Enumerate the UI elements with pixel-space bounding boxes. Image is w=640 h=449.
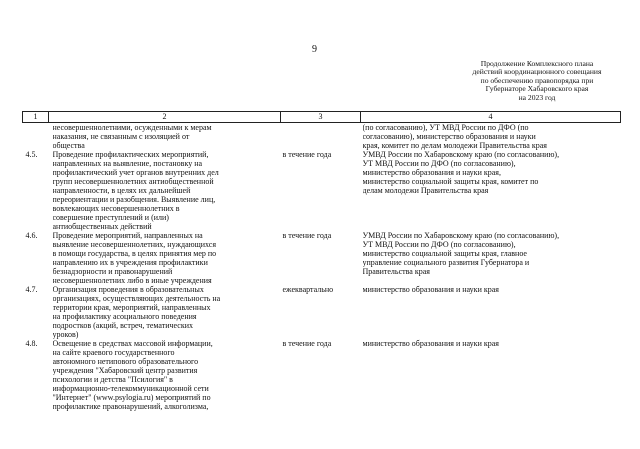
activity-description <box>49 150 281 231</box>
executor-line: УТ МВД России по ДФО (по согласованию), <box>362 240 516 249</box>
execution-term: в течение года <box>282 150 332 159</box>
activity-line: уроков) <box>52 330 79 339</box>
column-term-header: 3 <box>281 112 361 123</box>
activity-line: Освещение в средствах массовой информации, <box>52 339 213 348</box>
execution-term: в течение года <box>282 231 332 240</box>
activity-line: несовершеннолетних либо в иные учреждения <box>52 276 212 285</box>
item-number: 4.6. <box>25 231 38 240</box>
executor-line: (по согласованию), УТ МВД России по ДФО (по <box>362 123 529 132</box>
activity-line: учреждения "Хабаровский центр развития <box>52 366 198 375</box>
responsible-executors <box>361 231 621 285</box>
continuation-line: Продолжение Комплексного плана <box>480 59 594 68</box>
responsible-executors <box>361 123 621 151</box>
activity-line: информационно-телекоммуникационной сети <box>52 384 209 393</box>
executor-line: УТ МВД России по ДФО (по согласованию), <box>362 159 516 168</box>
activity-line: Организация проведения в образовательных <box>52 285 204 294</box>
activity-line: автономного нетипового образовательного <box>52 357 199 366</box>
executor-line: УМВД России по Хабаровскому краю (по согласованию), <box>362 231 560 240</box>
item-number: 4.5. <box>25 150 38 159</box>
continuation-line: действий координационного совещания <box>472 67 602 77</box>
table-row <box>23 150 621 231</box>
activity-line: совершение преступлений и (или) <box>52 213 169 222</box>
column-number-header: 1 <box>23 112 49 123</box>
executor-line: согласованию), министерство образования и науки <box>362 132 536 141</box>
table-row <box>23 285 621 339</box>
table-row <box>23 231 621 285</box>
activity-description <box>49 123 281 151</box>
activity-line: групп несовершеннолетних антиобщественной <box>52 177 214 186</box>
table-body <box>23 123 621 412</box>
activity-line: на сайте краевого государственного <box>52 348 175 357</box>
responsible-executors <box>361 339 621 411</box>
continuation-line: по обеспечению правопорядка при <box>480 75 594 85</box>
activity-line: профилактике правонарушений, алкоголизма, <box>52 402 209 411</box>
plan-table <box>22 111 621 411</box>
activity-line: направленности, в целях их дальнейшей <box>52 186 191 195</box>
activity-line: подростков (акций, встреч, тематических <box>52 321 193 330</box>
executor-line: УМВД России по Хабаровскому краю (по согласованию), <box>362 150 560 159</box>
item-number <box>23 123 49 151</box>
executor-line: министерство социальной защиты края, комитет по <box>362 177 539 186</box>
executor-line: министерство социальной защиты края, главное <box>362 249 527 258</box>
table-row <box>23 123 621 151</box>
activity-line: в помощи государства, в целях принятия мер по <box>52 249 217 258</box>
column-executors-header: 4 <box>361 112 621 123</box>
activity-description <box>49 231 281 285</box>
table-header-row <box>23 112 621 123</box>
activity-line: территории края, мероприятий, направленных <box>52 303 211 312</box>
executor-line: края, комитет по делам молодежи Правительства края <box>362 141 547 150</box>
activity-line: профилактический учет органов внутренних дел <box>52 168 219 177</box>
executor-line: министерство образования и науки края <box>362 339 499 348</box>
activity-line: направленных на выявление, постановку на <box>52 159 203 168</box>
executor-line: Правительства края <box>362 267 430 276</box>
execution-term: ежеквартально <box>282 285 334 294</box>
continuation-line: Губернаторе Хабаровского края <box>485 84 589 94</box>
execution-term <box>281 123 361 151</box>
activity-line: выявление несовершеннолетних, нуждающихся <box>52 240 217 249</box>
item-number: 4.7. <box>25 285 38 294</box>
activity-description <box>49 285 281 339</box>
activity-line: переориентации и разобщения. Выявление лиц, <box>52 195 216 204</box>
responsible-executors <box>361 150 621 231</box>
column-activity-header: 2 <box>49 112 281 123</box>
responsible-executors <box>361 285 621 339</box>
executor-line: министерство образования и науки края, <box>362 168 501 177</box>
table-row <box>23 339 621 411</box>
activity-line: "Интернет" (www.psylogia.ru) мероприятий по <box>52 393 211 402</box>
continuation-line: на 2023 год <box>518 92 556 102</box>
continuation-header <box>452 60 622 102</box>
activity-line: Проведение профилактических мероприятий, <box>52 150 209 159</box>
activity-line: общества <box>52 141 85 150</box>
activity-line: несовершеннолетними, осужденными к мерам <box>52 123 212 132</box>
executor-line: делам молодежи Правительства края <box>362 186 489 195</box>
page-number: 9 <box>312 44 317 55</box>
activity-line: психологии и детства "Псилогия" в <box>52 375 173 384</box>
activity-line: вовлекающих несовершеннолетних в <box>52 204 180 213</box>
activity-line: безнадзорности и правонарушений <box>52 267 173 276</box>
executor-line: управление социального развития Губернатора и <box>362 258 530 267</box>
activity-line: наказания, не связанным с изоляцией от <box>52 132 190 141</box>
activity-description <box>49 339 281 411</box>
item-number: 4.8. <box>25 339 38 348</box>
executor-line: министерство образования и науки края <box>362 285 499 294</box>
activity-line: антиобщественных действий <box>52 222 152 231</box>
activity-line: организациях, осуществляющих деятельность на <box>52 294 221 303</box>
activity-line: Проведение мероприятий, направленных на <box>52 231 203 240</box>
activity-line: направлению их в учреждения профилактики <box>52 258 208 267</box>
activity-line: на профилактику асоциального поведения <box>52 312 197 321</box>
execution-term: в течение года <box>282 339 332 348</box>
